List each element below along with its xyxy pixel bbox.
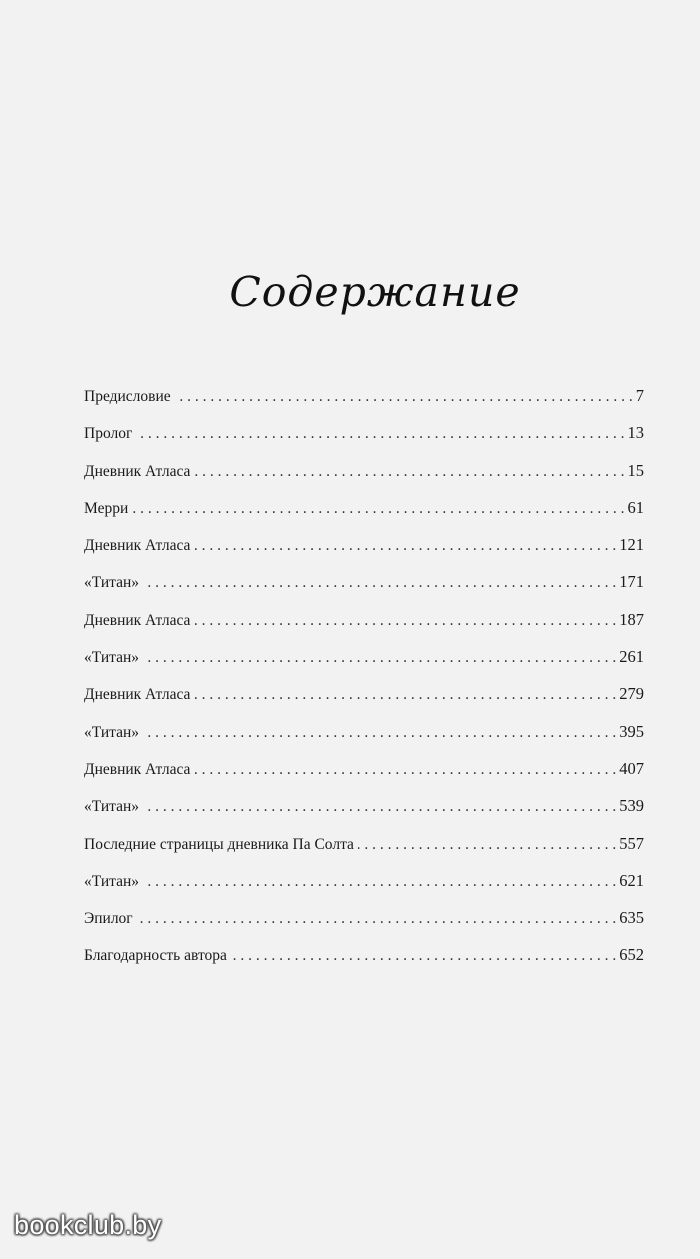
toc-leader-dots <box>194 459 624 485</box>
toc-entry <box>84 942 644 979</box>
toc-leader-dots <box>194 608 616 634</box>
toc-leader-dots <box>137 906 617 932</box>
toc-leader-dots <box>143 869 616 895</box>
toc-entry-page: 13 <box>627 423 644 443</box>
toc-entry-label: Дневник Атласа <box>84 686 191 704</box>
toc-entry-page: 621 <box>619 870 644 890</box>
toc-leader-dots <box>143 570 616 596</box>
toc-entry-page: 539 <box>619 796 644 816</box>
toc-entry-page: 61 <box>627 497 644 517</box>
toc-entry <box>84 383 644 420</box>
toc-entry-page: 407 <box>619 758 644 778</box>
table-of-contents <box>84 383 644 980</box>
toc-entry-page: 279 <box>619 684 644 704</box>
toc-entry <box>84 831 644 868</box>
toc-leader-dots <box>143 794 616 820</box>
toc-entry-label: «Титан» <box>84 649 140 667</box>
toc-entry <box>84 681 644 718</box>
toc-entry-page: 395 <box>619 721 644 741</box>
toc-leader-dots <box>143 645 616 671</box>
toc-entry-label: Дневник Атласа <box>84 611 191 629</box>
toc-leader-dots <box>194 757 616 783</box>
toc-leader-dots <box>194 533 616 559</box>
toc-entry-page: 557 <box>619 833 644 853</box>
toc-entry <box>84 420 644 457</box>
watermark: bookclub.by <box>14 1210 162 1240</box>
toc-entry <box>84 607 644 644</box>
toc-leader-dots <box>194 682 616 708</box>
toc-entry <box>84 569 644 606</box>
toc-leader-dots <box>136 421 624 447</box>
toc-entry-label: Дневник Атласа <box>84 537 191 555</box>
toc-entry-page: 652 <box>619 945 644 965</box>
toc-entry-page: 187 <box>619 609 644 629</box>
toc-entry <box>84 756 644 793</box>
toc-leader-dots <box>358 832 616 858</box>
toc-entry-page: 7 <box>635 386 644 405</box>
toc-leader-dots <box>132 496 624 522</box>
toc-entry-label: Эпилог <box>84 910 133 928</box>
toc-entry <box>84 868 644 905</box>
toc-entry-label: «Титан» <box>84 872 140 890</box>
toc-entry <box>84 719 644 756</box>
toc-entry-page: 15 <box>627 460 644 480</box>
toc-entry <box>84 905 644 942</box>
toc-entry <box>84 532 644 569</box>
toc-entry-label: Последние страницы дневника Па Солта <box>84 835 354 853</box>
toc-entry-page: 171 <box>619 572 644 592</box>
toc-entry <box>84 644 644 681</box>
toc-entry <box>84 458 644 495</box>
toc-leader-dots <box>175 384 633 410</box>
toc-entry-label: Дневник Атласа <box>84 462 191 480</box>
toc-entry-label: Дневник Атласа <box>84 760 191 778</box>
toc-leader-dots <box>231 943 616 969</box>
toc-entry <box>84 793 644 830</box>
toc-entry-label: Пролог <box>84 425 133 443</box>
toc-entry-page: 261 <box>619 647 644 667</box>
toc-entry-label: Мерри <box>84 499 129 517</box>
toc-entry-page: 635 <box>619 908 644 928</box>
toc-entry-label: «Титан» <box>84 798 140 816</box>
toc-entry-label: Благодарность автора <box>84 947 227 965</box>
toc-entry-page: 121 <box>619 535 644 555</box>
toc-entry <box>84 495 644 532</box>
toc-entry-label: «Титан» <box>84 723 140 741</box>
toc-entry-label: «Титан» <box>84 574 140 592</box>
page-title: Содержание <box>229 268 521 316</box>
toc-entry-label: Предисловие <box>84 388 171 405</box>
toc-leader-dots <box>143 720 616 746</box>
